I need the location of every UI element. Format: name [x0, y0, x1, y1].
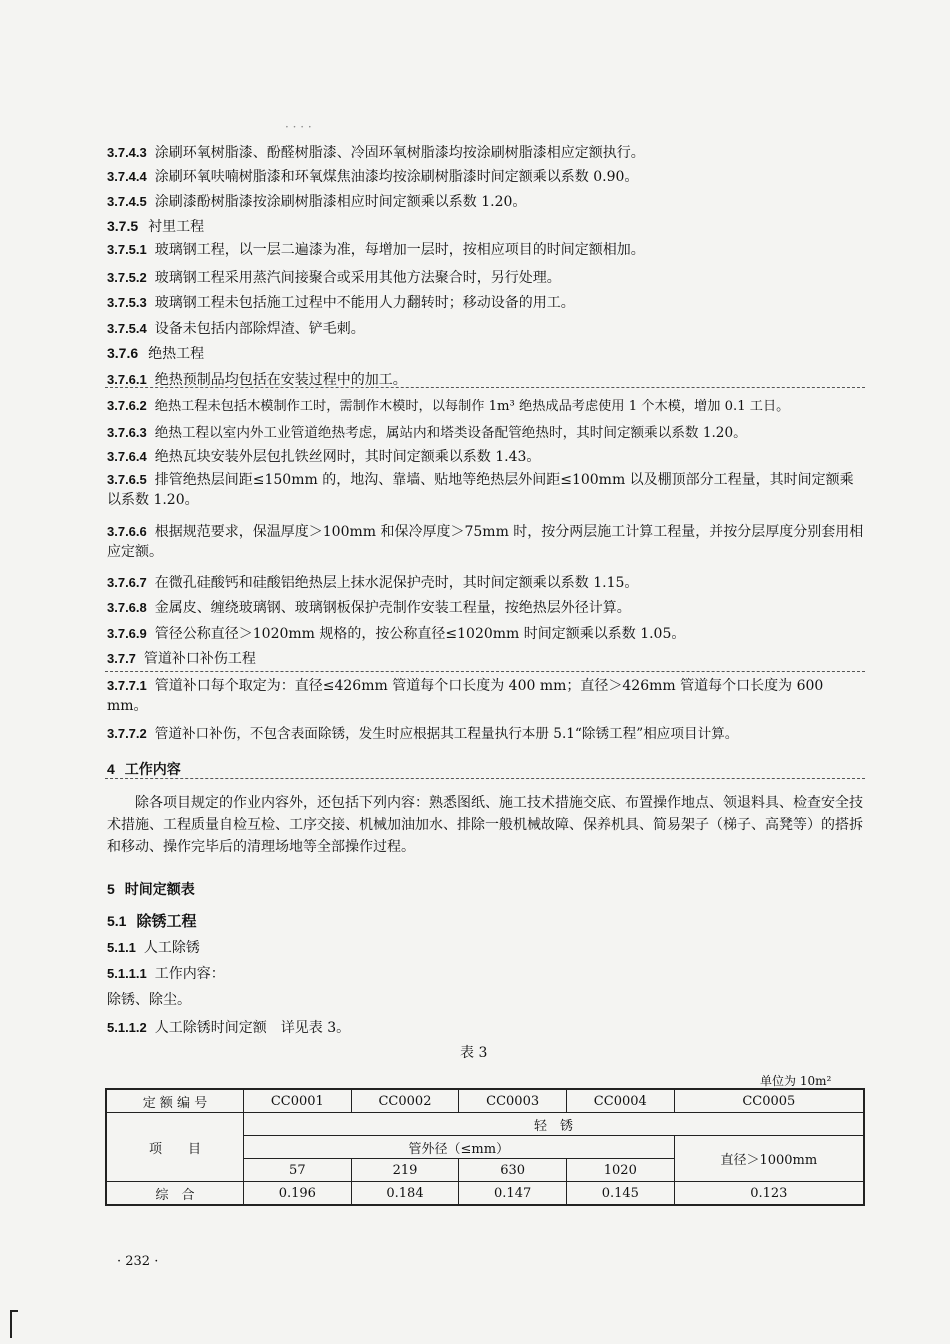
code-label-cell: 定 额 编 号	[106, 1089, 244, 1113]
section-4-heading: 4 工作内容	[107, 761, 181, 778]
value-cell: 0.123	[674, 1182, 864, 1206]
clause-5-1-1-1: 5.1.1.1 工作内容：	[107, 966, 225, 982]
code-cell: CC0002	[351, 1089, 459, 1113]
clause-3-7-4-3: 3.7.4.3 涂刷环氧树脂漆、酚醛树脂漆、冷固环氧树脂漆均按涂刷树脂漆相应定额执行。	[107, 145, 645, 161]
dashed-rule	[105, 778, 865, 779]
item-label-cell: 项 目	[106, 1113, 244, 1182]
page-number: · 232 ·	[117, 1254, 159, 1269]
clause-3-7-6-9: 3.7.6.9 管径公称直径＞1020mm 规格的，按公称直径≤1020mm 时间定额乘以系数 1.05。	[107, 626, 686, 642]
clause-3-7-7-1: 3.7.7.1 管道补口每个取定为：直径≤426mm 管道每个口长度为 400 mm；直径＞426mm 管道每个口长度为 600 mm。	[107, 678, 824, 714]
diameter-cell: 219	[351, 1159, 459, 1182]
section-5-1-heading: 5.1 除锈工程	[107, 912, 197, 930]
section-3-7-7-heading: 3.7.7 管道补口补伤工程	[107, 651, 256, 667]
clause-3-7-7-2: 3.7.7.2 管道补口补伤，不包含表面除锈，发生时应根据其工程量执行本册 5.1“除锈工程”相应项目计算。	[107, 726, 739, 742]
clause-3-7-5-3: 3.7.5.3 玻璃钢工程未包括施工过程中不能用人力翻转时；移动设备的用工。	[107, 295, 575, 311]
scan-noise-top: · · · ·	[285, 120, 312, 134]
code-cell: CC0004	[566, 1089, 674, 1113]
value-cell: 0.147	[459, 1182, 567, 1206]
clause-3-7-6-3: 3.7.6.3 绝热工程以室内外工业管道绝热考虑，属站内和塔类设备配管绝热时，其时间定额乘以系数 1.20。	[107, 425, 747, 441]
rust-level-cell: 轻 锈	[244, 1113, 865, 1136]
diameter-cell: 630	[459, 1159, 567, 1182]
dashed-rule	[105, 387, 865, 388]
work-content-paragraph: 除各项目规定的作业内容外，还包括下列内容：熟悉图纸、施工技术措施交底、布置操作地点、领退料具、检查安全技术措施、工程质量自检互检、工序交接、机械加油加水、排除一般机械故障、保养机具、简易架子（梯子、高凳等）的搭拆和移动、操作完毕后的清理场地等全部操作过程。	[107, 795, 863, 855]
row-label-cell: 综 合	[106, 1182, 244, 1206]
clause-3-7-6-2: 3.7.6.2 绝热工程未包括木模制作工时，需制作木模时，以每制作 1m³ 绝热成品考虑使用 1 个木模，增加 0.1 工日。	[107, 398, 790, 414]
section-3-7-6-heading: 3.7.6 绝热工程	[107, 345, 205, 362]
clause-3-7-5-2: 3.7.5.2 玻璃钢工程采用蒸汽间接聚合或采用其他方法聚合时，另行处理。	[107, 270, 561, 286]
scan-corner-mark	[10, 1310, 18, 1338]
section-5-heading: 5 时间定额表	[107, 881, 195, 898]
value-cell: 0.184	[351, 1182, 459, 1206]
clause-5-1-1-2: 5.1.1.2 人工除锈时间定额 详见表 3。	[107, 1020, 351, 1036]
clause-3-7-6-7: 3.7.6.7 在微孔硅酸钙和硅酸铝绝热层上抹水泥保护壳时，其时间定额乘以系数 1.15。	[107, 575, 639, 591]
table-row	[106, 1182, 864, 1206]
clause-3-7-4-5: 3.7.4.5 涂刷漆酚树脂漆按涂刷树脂漆相应时间定额乘以系数 1.20。	[107, 194, 527, 210]
work-content-detail: 除锈、除尘。	[107, 992, 191, 1008]
diameter-cell: 57	[244, 1159, 352, 1182]
table-row	[106, 1089, 864, 1113]
table-unit: 单位为 10m²	[760, 1074, 832, 1088]
code-cell: CC0001	[244, 1089, 352, 1113]
diameter-cell: 1020	[566, 1159, 674, 1182]
table-caption: 表 3	[460, 1045, 488, 1061]
diameter-cell: 直径＞1000mm	[674, 1136, 864, 1182]
section-5-1-1-heading: 5.1.1 人工除锈	[107, 940, 200, 956]
value-cell: 0.145	[566, 1182, 674, 1206]
time-quota-table	[105, 1088, 865, 1206]
clause-3-7-5-4: 3.7.5.4 设备未包括内部除焊渣、铲毛刺。	[107, 321, 365, 337]
clause-3-7-5-1: 3.7.5.1 玻璃钢工程，以一层二遍漆为准，每增加一层时，按相应项目的时间定额相加。	[107, 242, 645, 258]
clause-3-7-6-1: 3.7.6.1 绝热预制品均包括在安装过程中的加工。	[107, 372, 407, 388]
clause-3-7-6-4: 3.7.6.4 绝热瓦块安装外层包扎铁丝网时，其时间定额乘以系数 1.43。	[107, 449, 541, 465]
table-row	[106, 1113, 864, 1136]
clause-3-7-6-8: 3.7.6.8 金属皮、缠绕玻璃钢、玻璃钢板保护壳制作安装工程量，按绝热层外径计算。	[107, 600, 631, 616]
clause-3-7-6-5: 3.7.6.5 排管绝热层间距≤150mm 的，地沟、靠墙、贴地等绝热层外间距≤100mm 以及棚顶部分工程量，其时间定额乘以系数 1.20。	[107, 472, 854, 508]
value-cell: 0.196	[244, 1182, 352, 1206]
section-3-7-5-heading: 3.7.5 衬里工程	[107, 218, 205, 235]
code-cell: CC0003	[459, 1089, 567, 1113]
dashed-rule	[105, 671, 865, 672]
clause-3-7-4-4: 3.7.4.4 涂刷环氧呋喃树脂漆和环氧煤焦油漆均按涂刷树脂漆时间定额乘以系数 0.90。	[107, 169, 639, 185]
code-cell: CC0005	[674, 1089, 864, 1113]
diameter-label-cell: 管外径（≤mm）	[244, 1136, 675, 1159]
clause-3-7-6-6: 3.7.6.6 根据规范要求，保温厚度＞100mm 和保冷厚度＞75mm 时，按分两层施工计算工程量，并按分层厚度分别套用相应定额。	[107, 524, 864, 560]
